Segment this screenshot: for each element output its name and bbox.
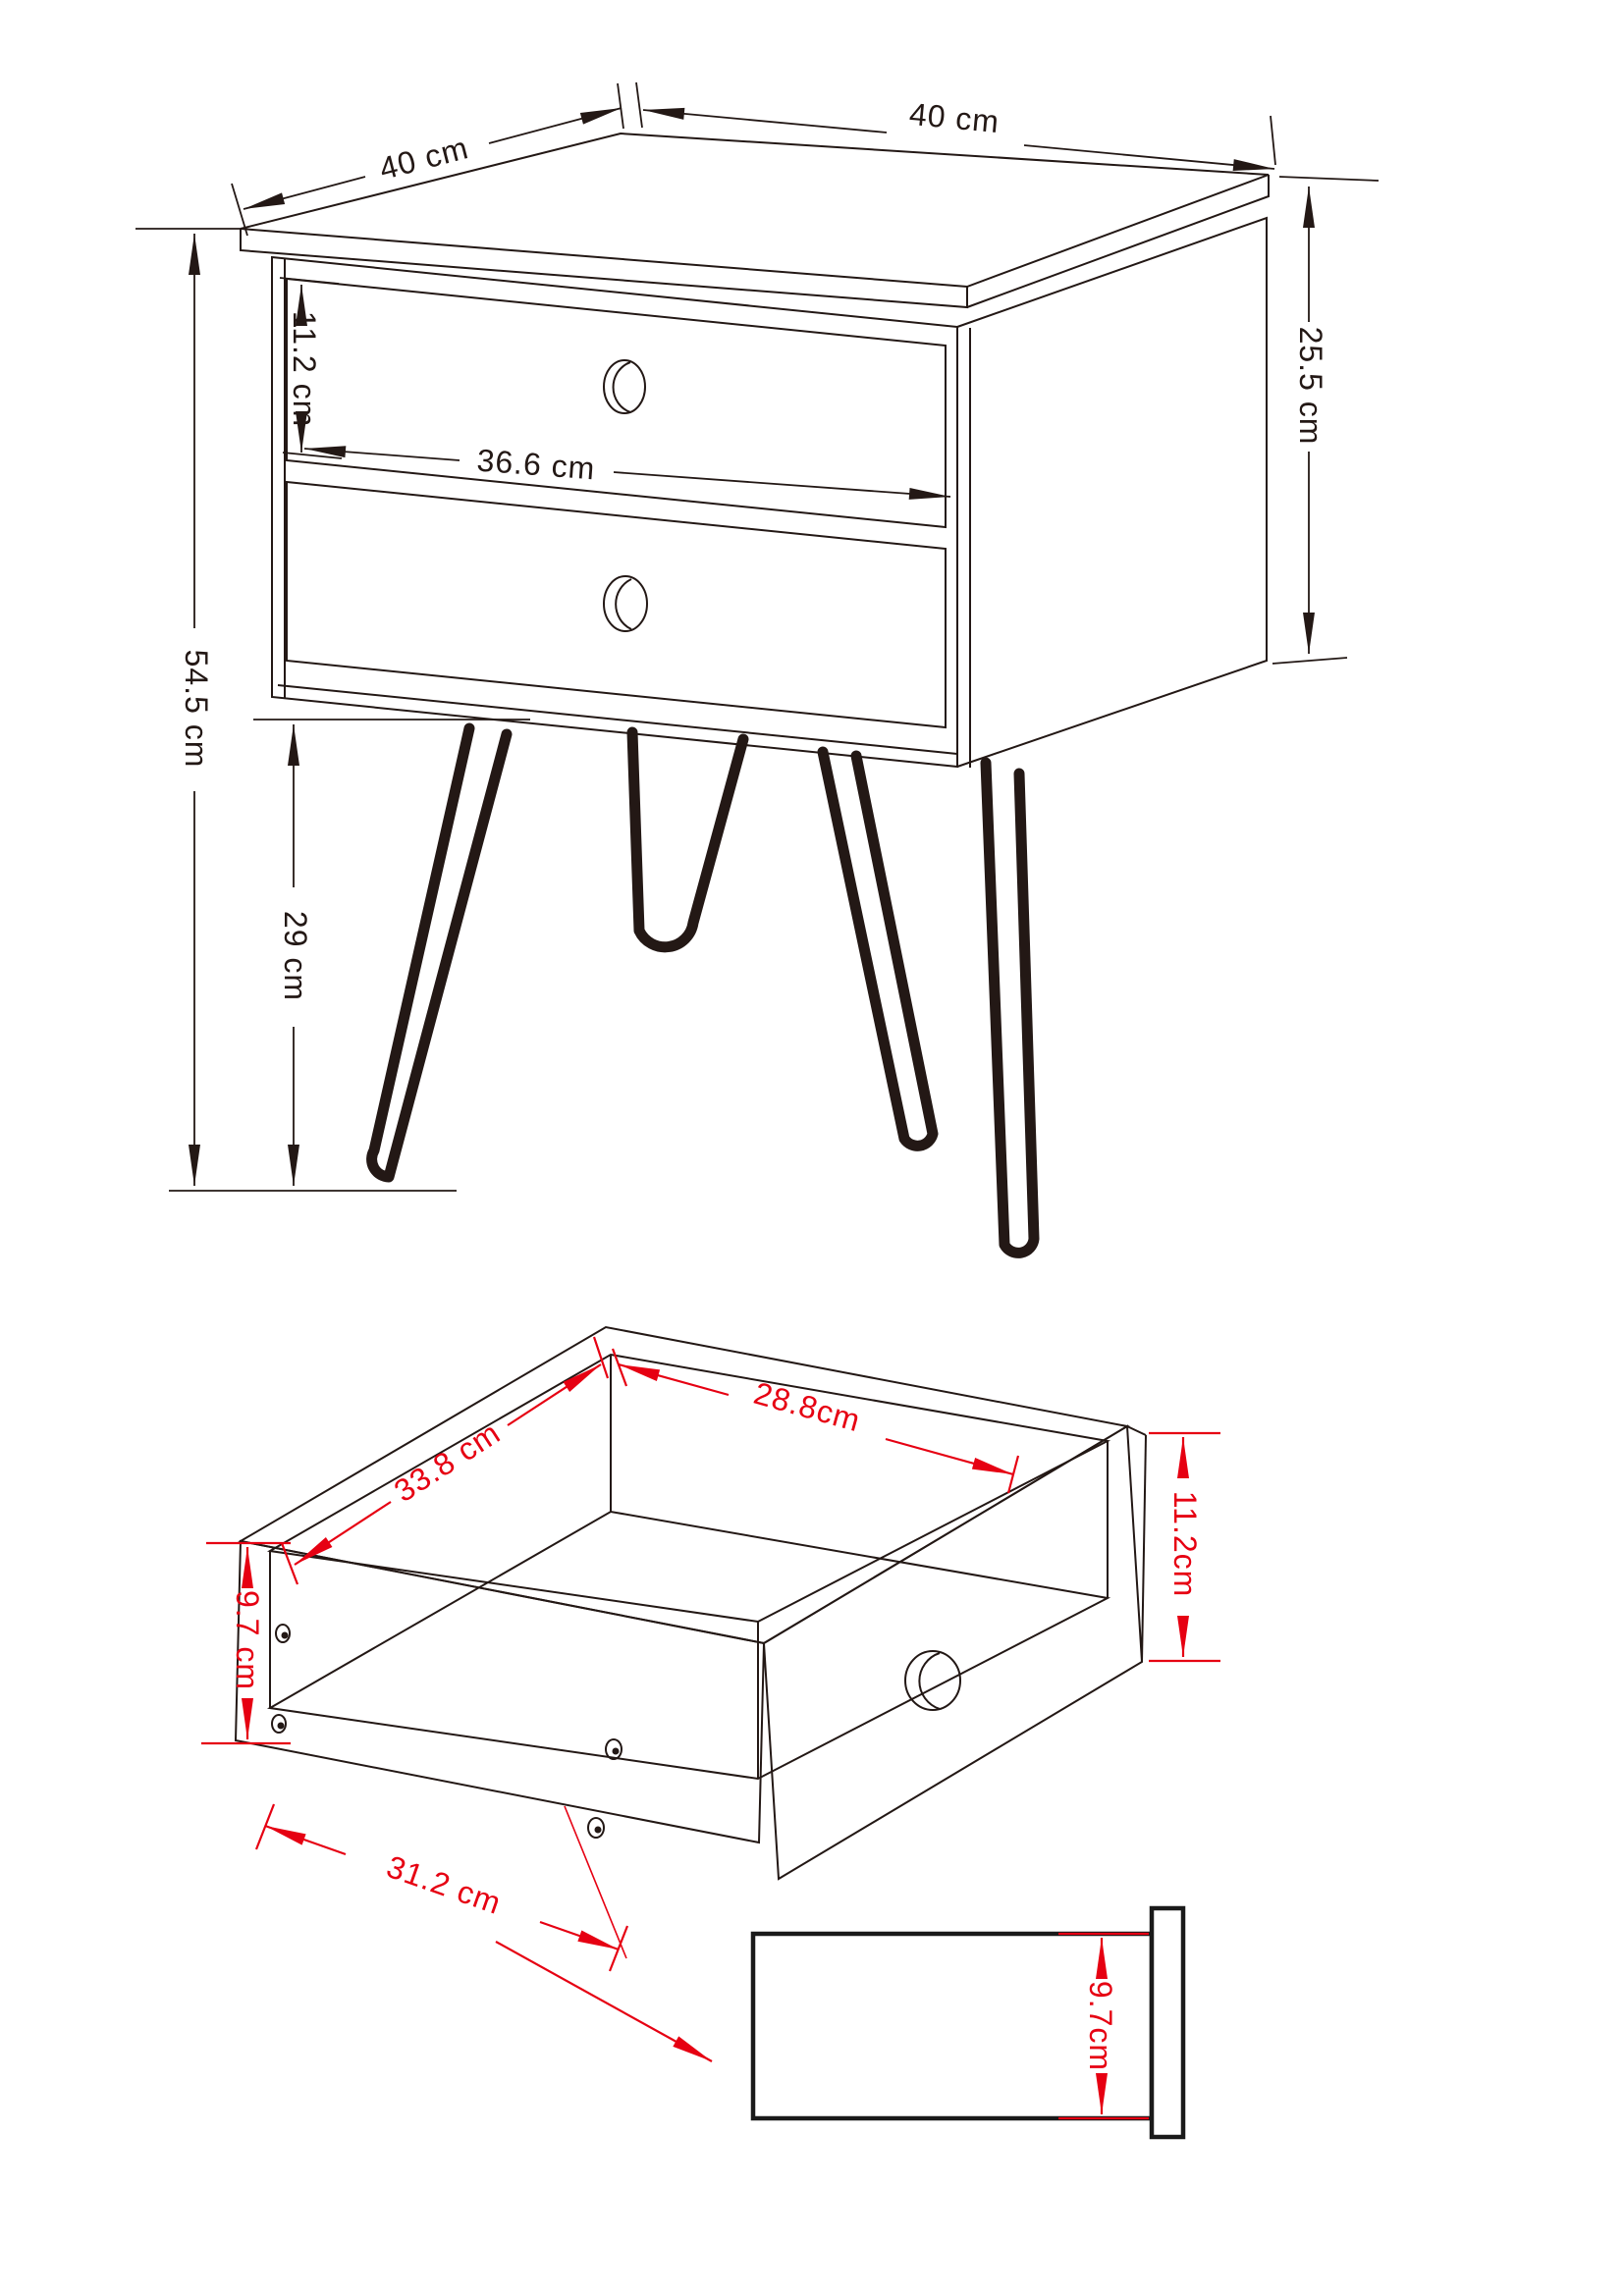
dim-label-drawer-bottom-length: 31.2 cm (382, 1848, 507, 1922)
dim-label-total-height: 54.5 cm (179, 649, 214, 769)
dim-label-leg-height: 29 cm (278, 910, 313, 1002)
dim-label-carcass-height: 25.5 cm (1293, 326, 1328, 446)
dim-label-drawer-inner-width: 28.8cm (750, 1374, 865, 1439)
drawer-side-profile-view (753, 1908, 1183, 2137)
front-panel-edge-rect (1152, 1908, 1183, 2137)
dim-label-drawer-side-height: 9.7 cm (230, 1589, 265, 1691)
dim-label-top-width: 40 cm (907, 95, 1001, 140)
dim-label-inner-width: 36.6 cm (475, 442, 597, 487)
dim-label-top-depth: 40 cm (375, 130, 472, 187)
dim-label-drawer-front-height: 11.2 cm (287, 310, 322, 428)
dim-label-drawer-front-height: 11.2cm (1167, 1490, 1203, 1598)
dim-label-side-panel-height: 9.7cm (1083, 1980, 1118, 2072)
dim-label-drawer-inner-length: 33.8 cm (387, 1415, 507, 1510)
